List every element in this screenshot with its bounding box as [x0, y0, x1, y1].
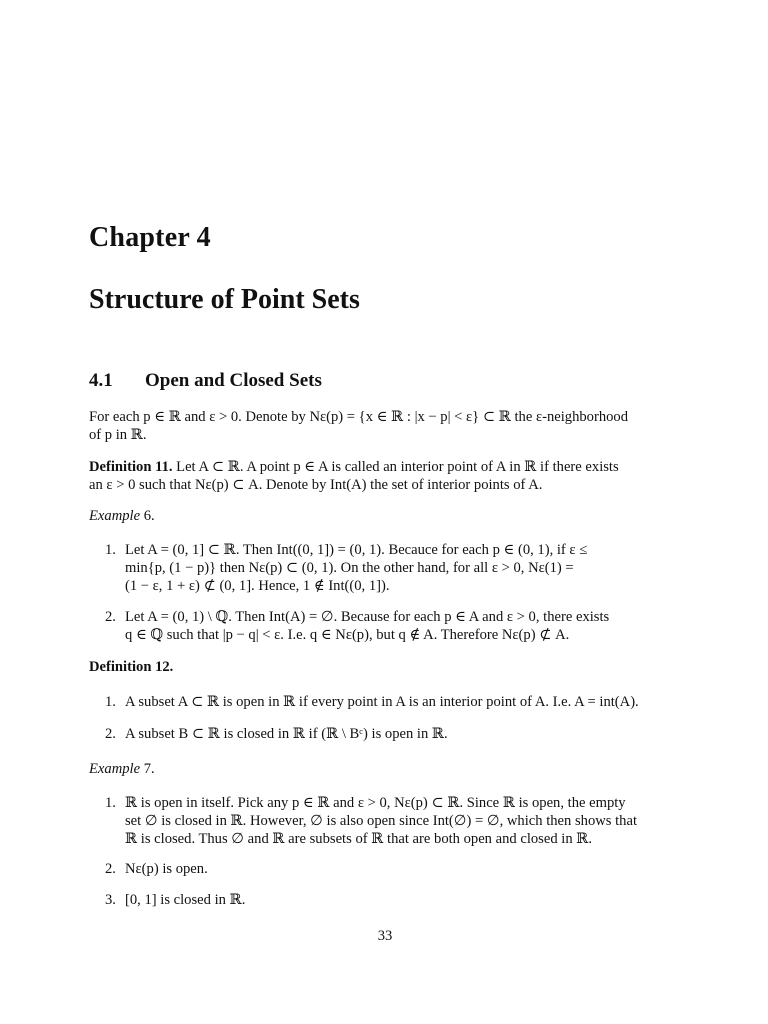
- example-6-heading: [89, 507, 681, 525]
- list-line: Nε(p) is open.: [125, 861, 208, 877]
- definition-label: Definition 11.: [89, 459, 173, 475]
- definition-line: [89, 458, 681, 476]
- list-number: 2.: [105, 726, 116, 742]
- list-text: [125, 725, 681, 743]
- chapter-title: Structure of Point Sets: [89, 284, 360, 315]
- section-title: Open and Closed Sets: [145, 370, 322, 391]
- list-line: A subset B ⊂ ℝ is closed in ℝ if (ℝ \ Bᶜ) is open in ℝ.: [125, 726, 448, 742]
- list-number: 2.: [105, 609, 116, 625]
- page-number: 33: [377, 928, 393, 944]
- list-line: q ∈ ℚ such that |p − q| < ε. I.e. q ∈ Nε(p), but q ∉ A. Therefore Nε(p) ⊄ A.: [125, 627, 570, 643]
- definition-line: an ε > 0 such that Nε(p) ⊂ A. Denote by Int(A) the set of interior points of A.: [89, 477, 543, 493]
- section-number: 4.1: [89, 370, 113, 391]
- definition-label: Definition 12.: [89, 659, 174, 675]
- list-number: 2.: [105, 861, 116, 877]
- list-text: [125, 541, 681, 595]
- list-line: (1 − ε, 1 + ε) ⊄ (0, 1]. Hence, 1 ∉ Int((0, 1]).: [125, 578, 390, 594]
- definition-text: Let A ⊂ ℝ. A point p ∈ A is called an interior point of A in ℝ if there exists: [172, 459, 619, 475]
- definition-11: [89, 458, 681, 494]
- list-line: ℝ is open in itself. Pick any p ∈ ℝ and ε > 0, Nε(p) ⊂ ℝ. Since ℝ is open, the empty: [125, 795, 626, 811]
- example-label: Example: [89, 761, 141, 777]
- list-number: 3.: [105, 892, 116, 908]
- list-number: 1.: [105, 542, 116, 558]
- example-number: 6.: [140, 508, 155, 524]
- definition-12: [89, 658, 681, 676]
- intro-line: For each p ∈ ℝ and ε > 0. Denote by Nε(p) = {x ∈ ℝ : |x − p| < ε} ⊂ ℝ the ε-neighborhood: [89, 409, 629, 425]
- example-7-heading: [89, 760, 681, 778]
- list-line: set ∅ is closed in ℝ. However, ∅ is also open since Int(∅) = ∅, which then shows that: [125, 813, 637, 829]
- list-text: [125, 693, 681, 711]
- list-text: [125, 608, 681, 644]
- intro-line: of p in ℝ.: [89, 427, 147, 443]
- example-label: Example: [89, 508, 141, 524]
- list-number: 1.: [105, 795, 116, 811]
- list-line: [0, 1] is closed in ℝ.: [125, 892, 246, 908]
- list-text: [125, 794, 681, 848]
- list-line: Let A = (0, 1] ⊂ ℝ. Then Int((0, 1]) = (0, 1). Becauce for each p ∈ (0, 1), if ε ≤: [125, 542, 588, 558]
- example-number: 7.: [140, 761, 155, 777]
- list-text: [125, 891, 681, 909]
- list-line: min{p, (1 − p)} then Nε(p) ⊂ (0, 1). On the other hand, for all ε > 0, Nε(1) =: [125, 560, 574, 576]
- list-number: 1.: [105, 694, 116, 710]
- section-heading: [89, 370, 322, 392]
- list-line: Let A = (0, 1) \ ℚ. Then Int(A) = ∅. Because for each p ∈ A and ε > 0, there exists: [125, 609, 610, 625]
- list-text: [125, 860, 681, 878]
- list-line: ℝ is closed. Thus ∅ and ℝ are subsets of ℝ that are both open and closed in ℝ.: [125, 831, 593, 847]
- list-line: A subset A ⊂ ℝ is open in ℝ if every point in A is an interior point of A. I.e. A = int(A).: [125, 694, 639, 710]
- intro-paragraph: [89, 408, 681, 444]
- chapter-label: Chapter 4: [89, 222, 211, 253]
